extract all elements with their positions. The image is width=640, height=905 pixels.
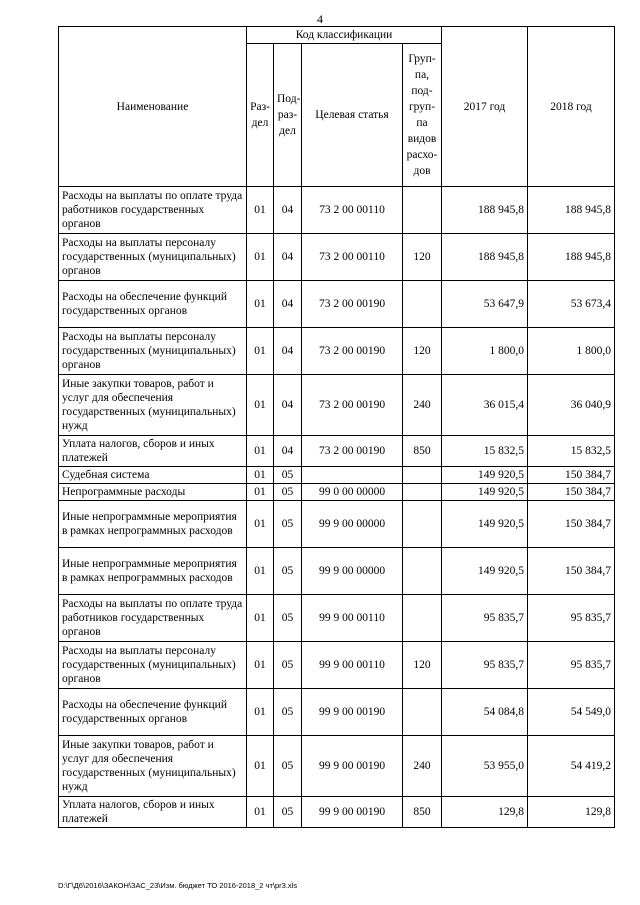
row-podrazdel: 04 bbox=[274, 436, 302, 467]
table-row bbox=[59, 436, 615, 467]
row-razdel: 01 bbox=[247, 234, 274, 281]
row-target: 99 9 00 00190 bbox=[302, 736, 403, 797]
row-value-2018: 95 835,7 bbox=[528, 595, 615, 642]
row-target: 99 9 00 00000 bbox=[302, 501, 403, 548]
table-row bbox=[59, 467, 615, 484]
row-vid: 850 bbox=[403, 436, 442, 467]
row-name: Расходы на выплаты персоналу государственных (муниципальных) органов bbox=[59, 642, 247, 689]
row-vid bbox=[403, 281, 442, 328]
row-value-2017: 95 835,7 bbox=[442, 642, 528, 689]
row-value-2017: 129,8 bbox=[442, 797, 528, 828]
row-razdel: 01 bbox=[247, 736, 274, 797]
row-vid: 120 bbox=[403, 234, 442, 281]
row-name: Расходы на выплаты персоналу государственных (муниципальных) органов bbox=[59, 328, 247, 375]
row-target: 73 2 00 00190 bbox=[302, 375, 403, 436]
row-vid: 850 bbox=[403, 797, 442, 828]
table-row bbox=[59, 328, 615, 375]
row-target: 99 9 00 00110 bbox=[302, 595, 403, 642]
table-row bbox=[59, 234, 615, 281]
row-value-2017: 95 835,7 bbox=[442, 595, 528, 642]
table-row bbox=[59, 548, 615, 595]
row-name: Расходы на выплаты по оплате труда работников государственных органов bbox=[59, 595, 247, 642]
header-code-group: Код классификации bbox=[247, 27, 442, 44]
table-row bbox=[59, 281, 615, 328]
header-year-2018: 2018 год bbox=[528, 27, 615, 187]
row-name: Непрограммные расходы bbox=[59, 484, 247, 501]
row-value-2018: 36 040,9 bbox=[528, 375, 615, 436]
row-razdel: 01 bbox=[247, 501, 274, 548]
row-value-2017: 188 945,8 bbox=[442, 187, 528, 234]
row-podrazdel: 04 bbox=[274, 187, 302, 234]
row-vid bbox=[403, 484, 442, 501]
row-value-2018: 54 549,0 bbox=[528, 689, 615, 736]
row-vid: 120 bbox=[403, 328, 442, 375]
row-name: Расходы на выплаты по оплате труда работников государственных органов bbox=[59, 187, 247, 234]
row-vid: 240 bbox=[403, 375, 442, 436]
row-vid bbox=[403, 689, 442, 736]
row-value-2018: 188 945,8 bbox=[528, 234, 615, 281]
row-target: 99 0 00 00000 bbox=[302, 484, 403, 501]
row-vid: 240 bbox=[403, 736, 442, 797]
row-razdel: 01 bbox=[247, 484, 274, 501]
page-number: 4 bbox=[317, 12, 323, 26]
row-value-2018: 129,8 bbox=[528, 797, 615, 828]
row-value-2018: 95 835,7 bbox=[528, 642, 615, 689]
table-row bbox=[59, 501, 615, 548]
row-name: Иные закупки товаров, работ и услуг для обеспечения государственных (муниципальных) нужд bbox=[59, 375, 247, 436]
row-podrazdel: 04 bbox=[274, 234, 302, 281]
row-vid bbox=[403, 501, 442, 548]
row-target: 73 2 00 00110 bbox=[302, 187, 403, 234]
header-razdel: Раз- дел bbox=[247, 44, 274, 187]
row-value-2017: 188 945,8 bbox=[442, 234, 528, 281]
table-row bbox=[59, 375, 615, 436]
row-podrazdel: 05 bbox=[274, 484, 302, 501]
table-row bbox=[59, 484, 615, 501]
table-row bbox=[59, 187, 615, 234]
row-value-2018: 15 832,5 bbox=[528, 436, 615, 467]
row-razdel: 01 bbox=[247, 281, 274, 328]
row-name: Расходы на выплаты персоналу государственных (муниципальных) органов bbox=[59, 234, 247, 281]
row-target: 73 2 00 00190 bbox=[302, 281, 403, 328]
row-podrazdel: 05 bbox=[274, 467, 302, 484]
row-name: Иные закупки товаров, работ и услуг для обеспечения государственных (муниципальных) нужд bbox=[59, 736, 247, 797]
row-name: Расходы на обеспечение функций государственных органов bbox=[59, 689, 247, 736]
row-razdel: 01 bbox=[247, 328, 274, 375]
row-value-2017: 15 832,5 bbox=[442, 436, 528, 467]
row-razdel: 01 bbox=[247, 595, 274, 642]
table-body bbox=[59, 187, 615, 828]
row-target: 73 2 00 00110 bbox=[302, 234, 403, 281]
row-vid: 120 bbox=[403, 642, 442, 689]
row-podrazdel: 05 bbox=[274, 642, 302, 689]
table-row bbox=[59, 797, 615, 828]
row-name: Иные непрограммные мероприятия в рамках непрограммных расходов bbox=[59, 548, 247, 595]
row-value-2018: 54 419,2 bbox=[528, 736, 615, 797]
row-value-2018: 150 384,7 bbox=[528, 484, 615, 501]
row-name: Судебная система bbox=[59, 467, 247, 484]
row-podrazdel: 04 bbox=[274, 375, 302, 436]
row-target: 73 2 00 00190 bbox=[302, 436, 403, 467]
row-razdel: 01 bbox=[247, 689, 274, 736]
table-row bbox=[59, 736, 615, 797]
row-podrazdel: 05 bbox=[274, 501, 302, 548]
row-razdel: 01 bbox=[247, 436, 274, 467]
row-value-2018: 150 384,7 bbox=[528, 501, 615, 548]
row-target: 99 9 00 00000 bbox=[302, 548, 403, 595]
row-razdel: 01 bbox=[247, 467, 274, 484]
row-value-2017: 149 920,5 bbox=[442, 548, 528, 595]
table-row bbox=[59, 642, 615, 689]
row-value-2017: 54 084,8 bbox=[442, 689, 528, 736]
header-vid: Груп- па, под- груп- па видов расхо- дов bbox=[403, 44, 442, 187]
row-podrazdel: 05 bbox=[274, 736, 302, 797]
row-target bbox=[302, 467, 403, 484]
row-name: Уплата налогов, сборов и иных платежей bbox=[59, 436, 247, 467]
row-razdel: 01 bbox=[247, 642, 274, 689]
table-header bbox=[59, 27, 615, 187]
table-row bbox=[59, 689, 615, 736]
header-podrazdel: Под- раз- дел bbox=[274, 44, 302, 187]
row-target: 99 9 00 00190 bbox=[302, 797, 403, 828]
row-podrazdel: 05 bbox=[274, 689, 302, 736]
row-vid bbox=[403, 467, 442, 484]
table-row bbox=[59, 595, 615, 642]
row-value-2017: 53 955,0 bbox=[442, 736, 528, 797]
row-name: Уплата налогов, сборов и иных платежей bbox=[59, 797, 247, 828]
budget-table bbox=[58, 26, 615, 828]
row-target: 73 2 00 00190 bbox=[302, 328, 403, 375]
row-podrazdel: 05 bbox=[274, 595, 302, 642]
row-name: Расходы на обеспечение функций государственных органов bbox=[59, 281, 247, 328]
row-value-2018: 188 945,8 bbox=[528, 187, 615, 234]
row-vid bbox=[403, 548, 442, 595]
row-podrazdel: 04 bbox=[274, 281, 302, 328]
row-value-2018: 1 800,0 bbox=[528, 328, 615, 375]
row-value-2017: 53 647,9 bbox=[442, 281, 528, 328]
row-vid bbox=[403, 595, 442, 642]
row-value-2017: 1 800,0 bbox=[442, 328, 528, 375]
row-podrazdel: 04 bbox=[274, 328, 302, 375]
row-value-2018: 150 384,7 bbox=[528, 467, 615, 484]
row-value-2018: 53 673,4 bbox=[528, 281, 615, 328]
row-value-2017: 149 920,5 bbox=[442, 467, 528, 484]
row-razdel: 01 bbox=[247, 797, 274, 828]
row-value-2018: 150 384,7 bbox=[528, 548, 615, 595]
row-vid bbox=[403, 187, 442, 234]
header-name: Наименование bbox=[59, 27, 247, 187]
row-podrazdel: 05 bbox=[274, 797, 302, 828]
header-target: Целевая статья bbox=[302, 44, 403, 187]
row-razdel: 01 bbox=[247, 187, 274, 234]
row-target: 99 9 00 00190 bbox=[302, 689, 403, 736]
row-razdel: 01 bbox=[247, 375, 274, 436]
header-year-2017: 2017 год bbox=[442, 27, 528, 187]
row-target: 99 9 00 00110 bbox=[302, 642, 403, 689]
row-value-2017: 149 920,5 bbox=[442, 501, 528, 548]
row-name: Иные непрограммные мероприятия в рамках непрограммных расходов bbox=[59, 501, 247, 548]
row-podrazdel: 05 bbox=[274, 548, 302, 595]
row-value-2017: 36 015,4 bbox=[442, 375, 528, 436]
footer-file-path: D:\Г\Д6\2016\ЗАКОН\ЗАС_23\Изм. бюджет ТО 2016-2018_2 чт\pr3.xls bbox=[58, 881, 298, 890]
row-razdel: 01 bbox=[247, 548, 274, 595]
row-value-2017: 149 920,5 bbox=[442, 484, 528, 501]
